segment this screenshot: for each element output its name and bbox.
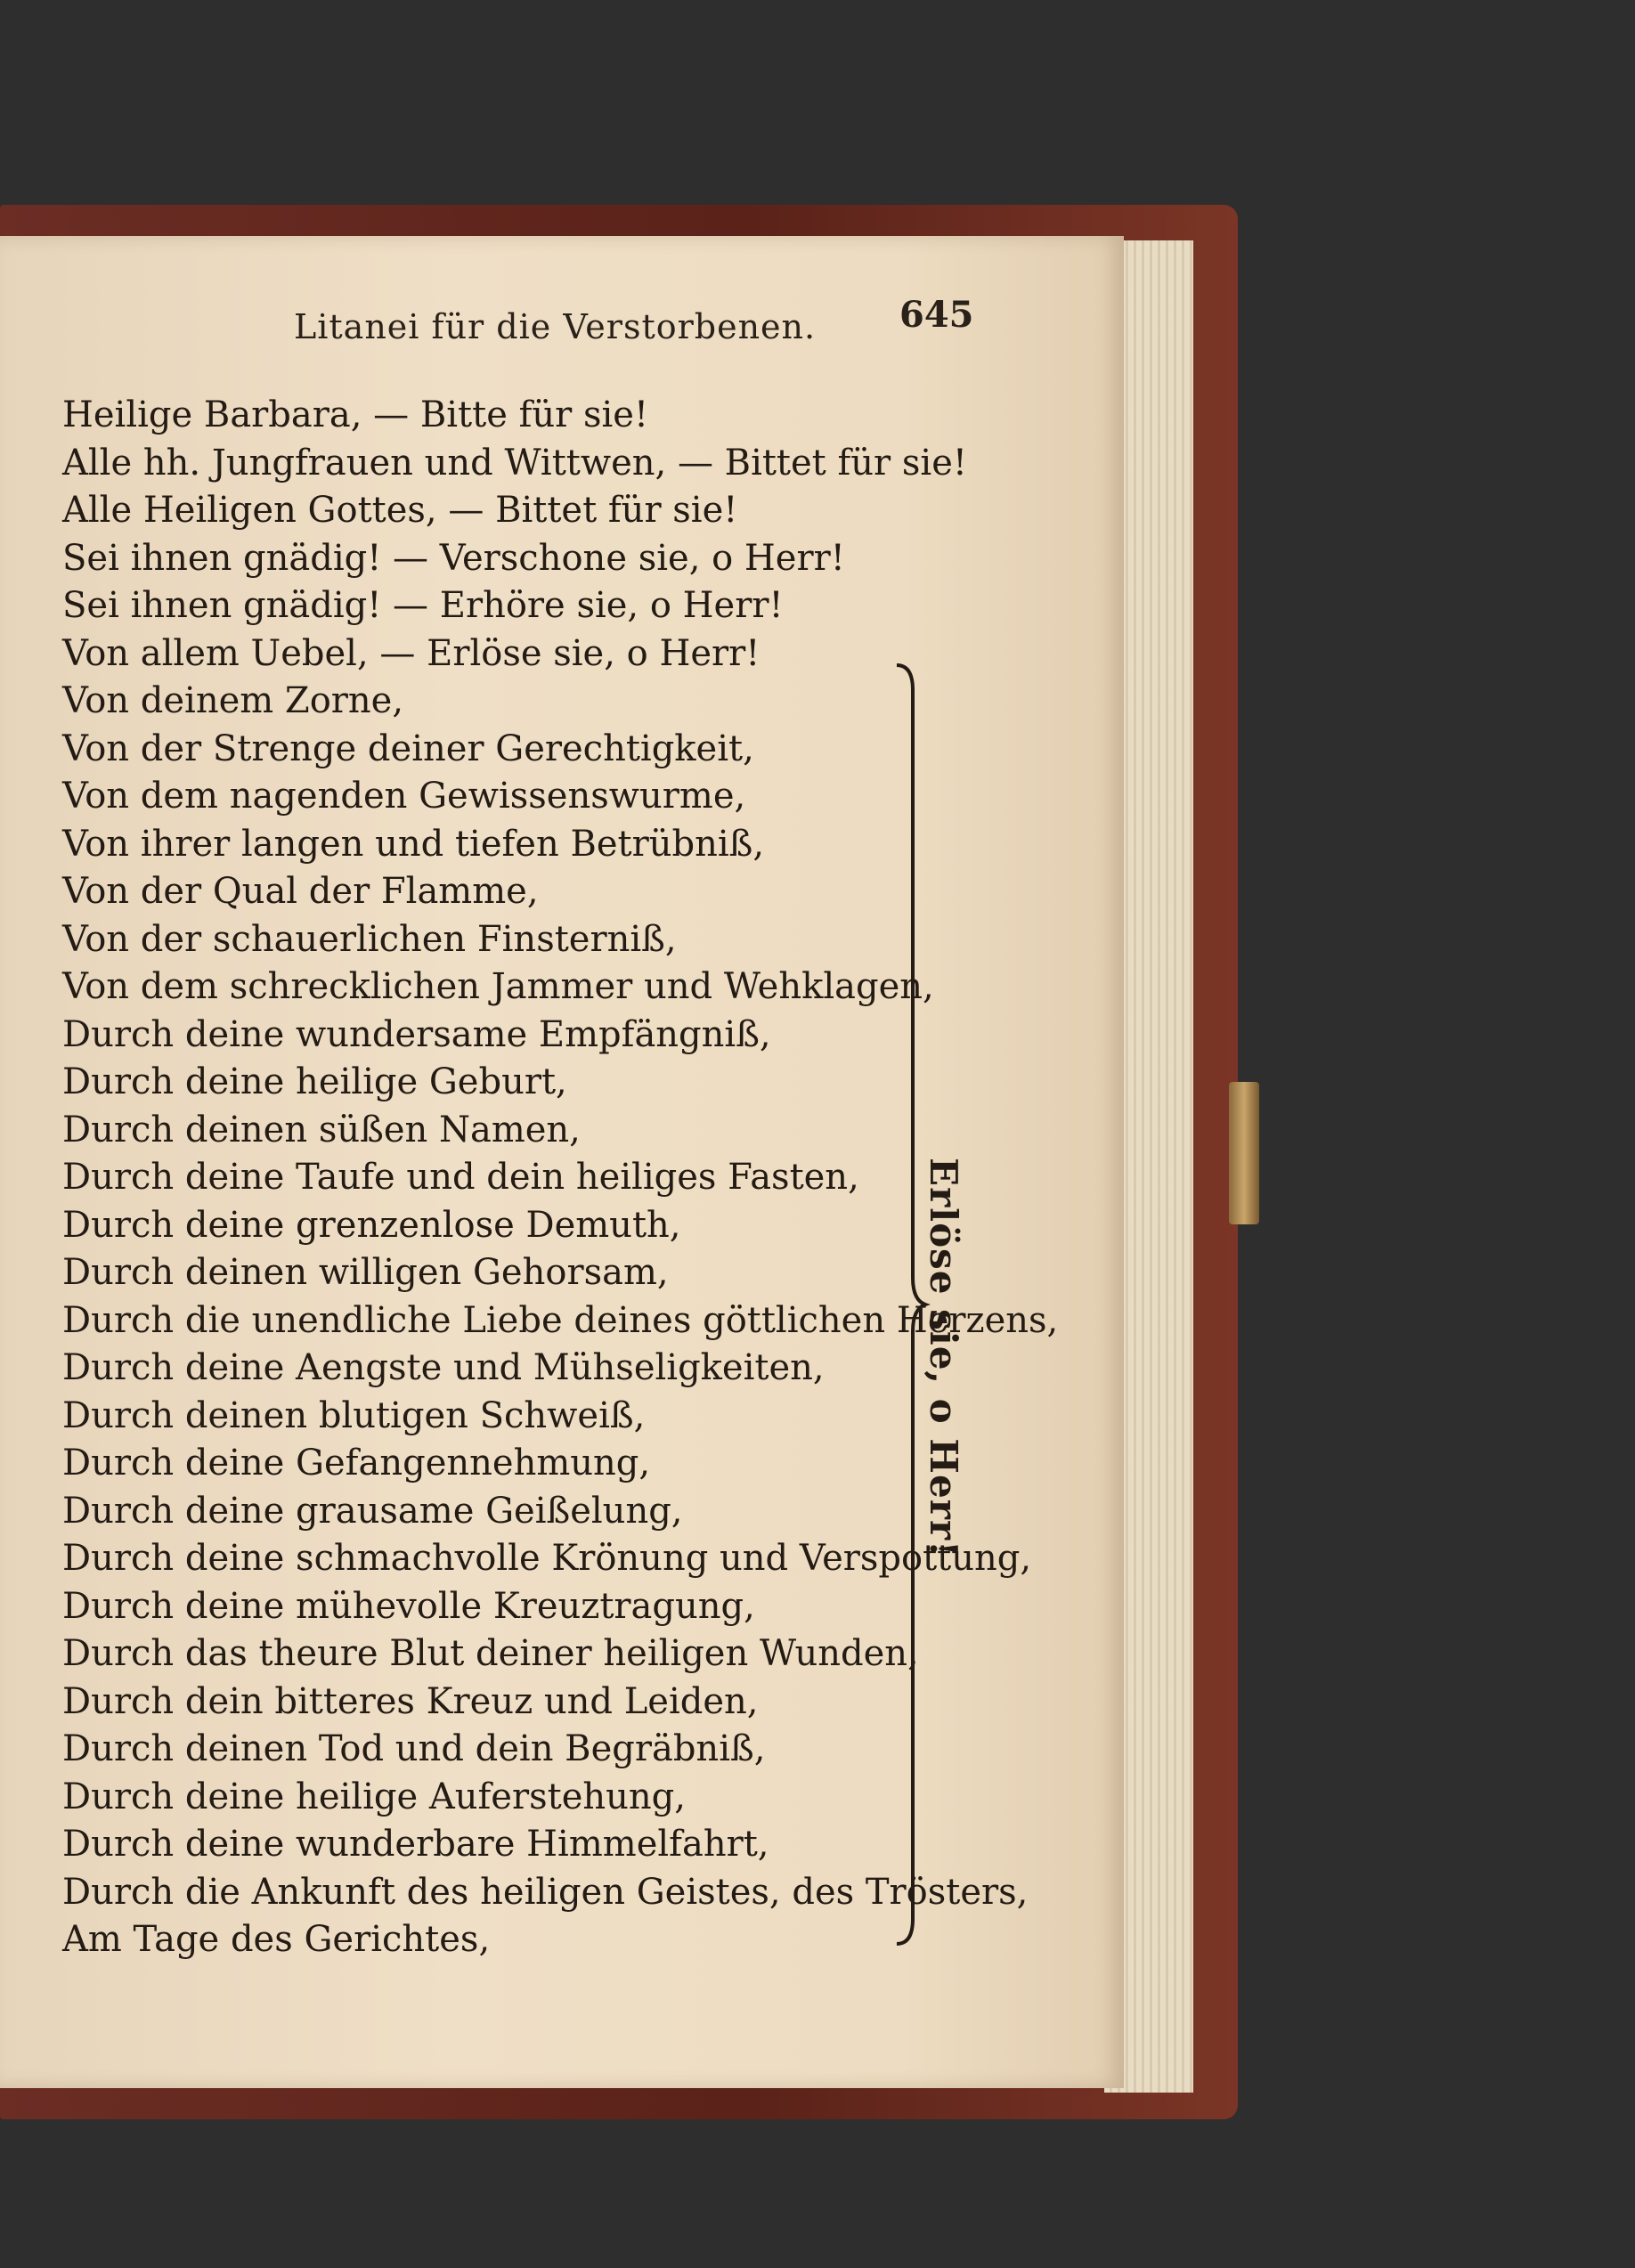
litany-line: Sei ihnen gnädig! — Verschone sie, o Herr! (62, 537, 845, 579)
litany-line: Am Tage des Gerichtes, (62, 1919, 491, 1960)
litany-line: Durch deine Gefangennehmung, (62, 1443, 651, 1484)
litany-line: Von deinem Zorne, (62, 680, 404, 721)
litany-line: Durch deine heilige Geburt, (62, 1061, 567, 1102)
litany-line: Alle hh. Jungfrauen und Wittwen, — Bittet für sie! (62, 442, 967, 484)
litany-line: Alle Heiligen Gottes, — Bittet für sie! (62, 490, 738, 531)
litany-line: Von allem Uebel, — Erlöse sie, o Herr! (62, 632, 761, 674)
brace-response: Erlöse sie, o Herr! (922, 1158, 965, 1558)
litany-line: Durch deinen Tod und dein Begräbniß, (62, 1728, 766, 1769)
litany-line: Durch deinen blutigen Schweiß, (62, 1394, 646, 1436)
litany-line: Durch deine mühevolle Kreuztragung, (62, 1585, 755, 1627)
litany-line: Durch deine Aengste und Mühseligkeiten, (62, 1347, 825, 1388)
litany-line: Durch das theure Blut deiner heiligen Wunden, (62, 1633, 919, 1674)
litany-line: Durch deine grausame Geißelung, (62, 1490, 683, 1532)
litany-line: Von dem nagenden Gewissenswurme, (62, 776, 746, 817)
litany-lines (62, 392, 1059, 1964)
litany-line: Heilige Barbara, — Bitte für sie! (62, 394, 649, 435)
litany-line: Durch deine wundersame Empfängniß, (62, 1013, 771, 1055)
book-clasp (1229, 1082, 1259, 1224)
page-number: 645 (899, 294, 974, 336)
litany-line: Von dem schrecklichen Jammer und Wehklagen, (62, 966, 934, 1007)
litany-line: Durch deine wunderbare Himmelfahrt, (62, 1824, 769, 1865)
litany-line: Durch deinen süßen Namen, (62, 1109, 581, 1150)
litany-line: Durch dein bitteres Kreuz und Leiden, (62, 1680, 759, 1722)
litany-line: Durch die unendliche Liebe deines göttlichen Herzens, (62, 1299, 1059, 1341)
litany-line: Durch deine heilige Auferstehung, (62, 1776, 686, 1817)
litany-line: Durch deinen willigen Gehorsam, (62, 1252, 669, 1293)
litany-line: Von der Qual der Flamme, (62, 871, 539, 912)
litany-line: Durch deine Taufe und dein heiliges Fasten, (62, 1157, 859, 1198)
running-header: Litanei für die Verstorbenen. (294, 307, 817, 346)
litany-line: Durch die Ankunft des heiligen Geistes, des Trösters, (62, 1871, 1029, 1913)
litany-line: Sei ihnen gnädig! — Erhöre sie, o Herr! (62, 585, 784, 626)
litany-line: Von der Strenge deiner Gerechtigkeit, (62, 728, 754, 769)
litany-line: Von ihrer langen und tiefen Betrübniß, (62, 823, 765, 865)
litany-line: Durch deine schmachvolle Krönung und Verspottung, (62, 1538, 1032, 1579)
litany-line: Von der schauerlichen Finsterniß, (62, 918, 677, 960)
litany-line: Durch deine grenzenlose Demuth, (62, 1204, 681, 1246)
